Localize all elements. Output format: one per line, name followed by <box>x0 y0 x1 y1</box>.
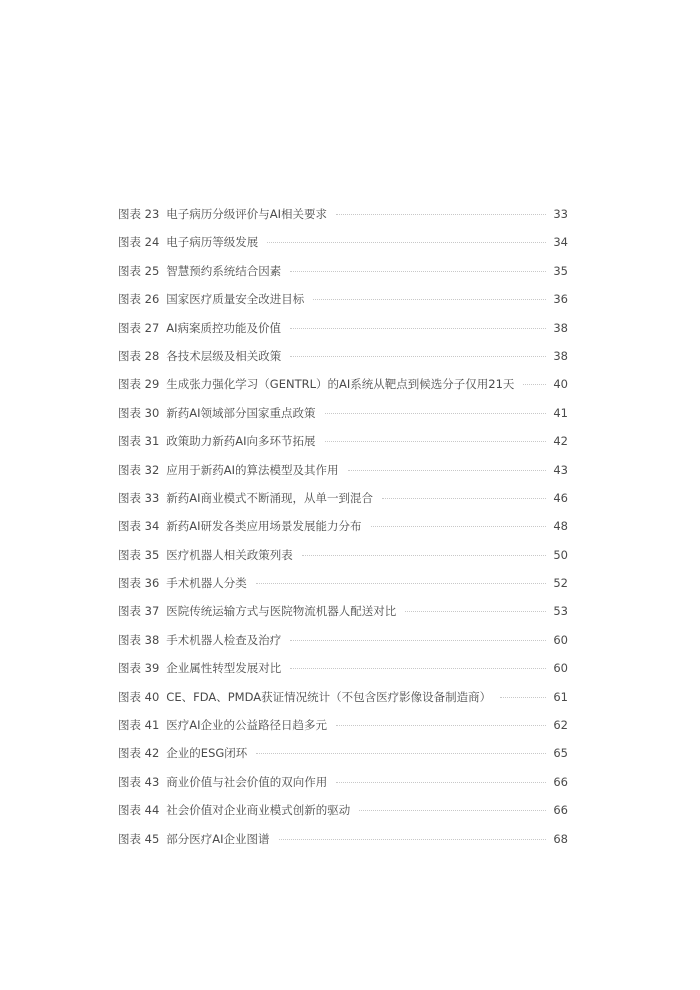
toc-entry-label: 图表 27 <box>118 320 160 335</box>
toc-entry-page-number: 35 <box>553 263 568 278</box>
toc-entry-page-number: 68 <box>553 831 568 846</box>
toc-entry-title: 医疗机器人相关政策列表 <box>166 547 293 562</box>
dot-leader <box>336 725 546 726</box>
toc-entry-label: 图表 39 <box>118 661 160 676</box>
toc-entry-title: 智慧预约系统结合因素 <box>166 263 282 278</box>
toc-entry-label: 图表 28 <box>118 348 160 363</box>
toc-entry-title: 手术机器人分类 <box>166 576 247 591</box>
toc-entry-label: 图表 37 <box>118 604 160 619</box>
toc-entry-page-number: 42 <box>553 434 568 449</box>
toc-entry-title: AI病案质控功能及价值 <box>166 320 282 335</box>
toc-entry-page-number: 43 <box>553 462 568 477</box>
toc-entry-title: CE、FDA、PMDA获证情况统计（不包含医疗影像设备制造商） <box>166 689 492 704</box>
toc-entry-page-number: 33 <box>553 207 568 221</box>
toc-entry-page-number: 60 <box>553 661 568 676</box>
toc-entry-title: 商业价值与社会价值的双向作用 <box>166 774 328 789</box>
table-of-figures <box>118 200 568 853</box>
toc-entry-page-number: 60 <box>553 632 568 647</box>
toc-entry-title: 部分医疗AI企业图谱 <box>166 831 270 846</box>
dot-leader <box>382 498 546 499</box>
toc-entry[interactable] <box>118 768 568 796</box>
dot-leader <box>325 441 546 442</box>
toc-entry-title: 企业的ESG闭环 <box>166 746 248 761</box>
dot-leader <box>267 242 546 243</box>
toc-entry[interactable] <box>118 683 568 711</box>
toc-entry[interactable] <box>118 370 568 398</box>
toc-entry-label: 图表 38 <box>118 632 160 647</box>
toc-entry-page-number: 61 <box>553 689 568 704</box>
toc-entry-title: 应用于新药AI的算法模型及其作用 <box>166 462 339 477</box>
toc-entry-label: 图表 24 <box>118 235 160 250</box>
toc-entry-page-number: 40 <box>553 377 568 392</box>
toc-entry-label: 图表 25 <box>118 263 160 278</box>
toc-entry-title: 国家医疗质量安全改进目标 <box>166 292 305 307</box>
toc-entry-label: 图表 43 <box>118 774 160 789</box>
dot-leader <box>256 583 546 584</box>
toc-entry[interactable] <box>118 711 568 739</box>
dot-leader <box>405 611 546 612</box>
dot-leader <box>290 328 546 329</box>
toc-entry-title: 生成张力强化学习（GENTRL）的AI系统从靶点到候选分子仅用21天 <box>166 377 515 392</box>
toc-entry-label: 图表 45 <box>118 831 160 846</box>
toc-entry[interactable] <box>118 739 568 767</box>
toc-entry-page-number: 62 <box>553 718 568 733</box>
toc-entry[interactable] <box>118 285 568 313</box>
dot-leader <box>523 384 546 385</box>
toc-entry[interactable] <box>118 512 568 540</box>
toc-entry-label: 图表 36 <box>118 576 160 591</box>
toc-entry[interactable] <box>118 456 568 484</box>
toc-entry-title: 医院传统运输方式与医院物流机器人配送对比 <box>166 604 397 619</box>
dot-leader <box>325 413 546 414</box>
toc-entry-title: 各技术层级及相关政策 <box>166 348 282 363</box>
toc-entry[interactable] <box>118 626 568 654</box>
toc-entry-label: 图表 31 <box>118 434 160 449</box>
dot-leader <box>336 782 546 783</box>
toc-entry-label: 图表 34 <box>118 519 160 534</box>
toc-entry-page-number: 48 <box>553 519 568 534</box>
toc-entry-title: 新药AI商业模式不断涌现，从单一到混合 <box>166 490 374 505</box>
dot-leader <box>279 839 546 840</box>
toc-entry-page-number: 38 <box>553 320 568 335</box>
toc-entry-title: 手术机器人检查及治疗 <box>166 632 282 647</box>
dot-leader <box>500 697 546 698</box>
toc-entry[interactable] <box>118 399 568 427</box>
toc-entry-label: 图表 40 <box>118 689 160 704</box>
toc-entry-label: 图表 41 <box>118 718 160 733</box>
toc-entry-title: 电子病历分级评价与AI相关要求 <box>166 207 328 221</box>
dot-leader <box>336 214 546 215</box>
toc-entry-label: 图表 33 <box>118 490 160 505</box>
toc-entry-label: 图表 42 <box>118 746 160 761</box>
toc-entry[interactable] <box>118 200 568 228</box>
toc-entry[interactable] <box>118 257 568 285</box>
toc-entry[interactable] <box>118 569 568 597</box>
toc-entry-title: 社会价值对企业商业模式创新的驱动 <box>166 803 351 818</box>
toc-entry-label: 图表 30 <box>118 405 160 420</box>
dot-leader <box>290 640 546 641</box>
dot-leader <box>302 555 546 556</box>
toc-entry-title: 电子病历等级发展 <box>166 235 259 250</box>
toc-entry-title: 企业属性转型发展对比 <box>166 661 282 676</box>
toc-entry[interactable] <box>118 597 568 625</box>
toc-entry-label: 图表 32 <box>118 462 160 477</box>
toc-entry[interactable] <box>118 314 568 342</box>
toc-entry-title: 政策助力新药AI向多环节拓展 <box>166 434 316 449</box>
toc-entry[interactable] <box>118 796 568 824</box>
toc-entry-title: 医疗AI企业的公益路径日趋多元 <box>166 718 328 733</box>
dot-leader <box>348 470 546 471</box>
toc-entry-page-number: 66 <box>553 803 568 818</box>
toc-entry-title: 新药AI研发各类应用场景发展能力分布 <box>166 519 362 534</box>
toc-entry-page-number: 38 <box>553 348 568 363</box>
dot-leader <box>359 810 546 811</box>
dot-leader <box>290 668 546 669</box>
toc-entry-page-number: 36 <box>553 292 568 307</box>
toc-entry-page-number: 66 <box>553 774 568 789</box>
toc-entry[interactable] <box>118 541 568 569</box>
toc-entry-label: 图表 35 <box>118 547 160 562</box>
dot-leader <box>290 271 546 272</box>
toc-entry-label: 图表 44 <box>118 803 160 818</box>
toc-entry-label: 图表 29 <box>118 377 160 392</box>
toc-entry-page-number: 50 <box>553 547 568 562</box>
toc-entry-label: 图表 26 <box>118 292 160 307</box>
toc-entry[interactable] <box>118 825 568 853</box>
toc-entry-page-number: 53 <box>553 604 568 619</box>
toc-entry-page-number: 65 <box>553 746 568 761</box>
dot-leader <box>313 299 546 300</box>
dot-leader <box>290 356 546 357</box>
toc-entry[interactable] <box>118 228 568 256</box>
toc-entry[interactable] <box>118 654 568 682</box>
toc-entry-page-number: 34 <box>553 235 568 250</box>
dot-leader <box>371 526 546 527</box>
dot-leader <box>256 753 546 754</box>
toc-entry-title: 新药AI领域部分国家重点政策 <box>166 405 316 420</box>
toc-entry[interactable] <box>118 342 568 370</box>
toc-entry-page-number: 52 <box>553 576 568 591</box>
toc-entry[interactable] <box>118 427 568 455</box>
toc-entry-page-number: 46 <box>553 490 568 505</box>
toc-entry[interactable] <box>118 484 568 512</box>
toc-entry-label: 图表 23 <box>118 207 160 221</box>
toc-entry-page-number: 41 <box>553 405 568 420</box>
